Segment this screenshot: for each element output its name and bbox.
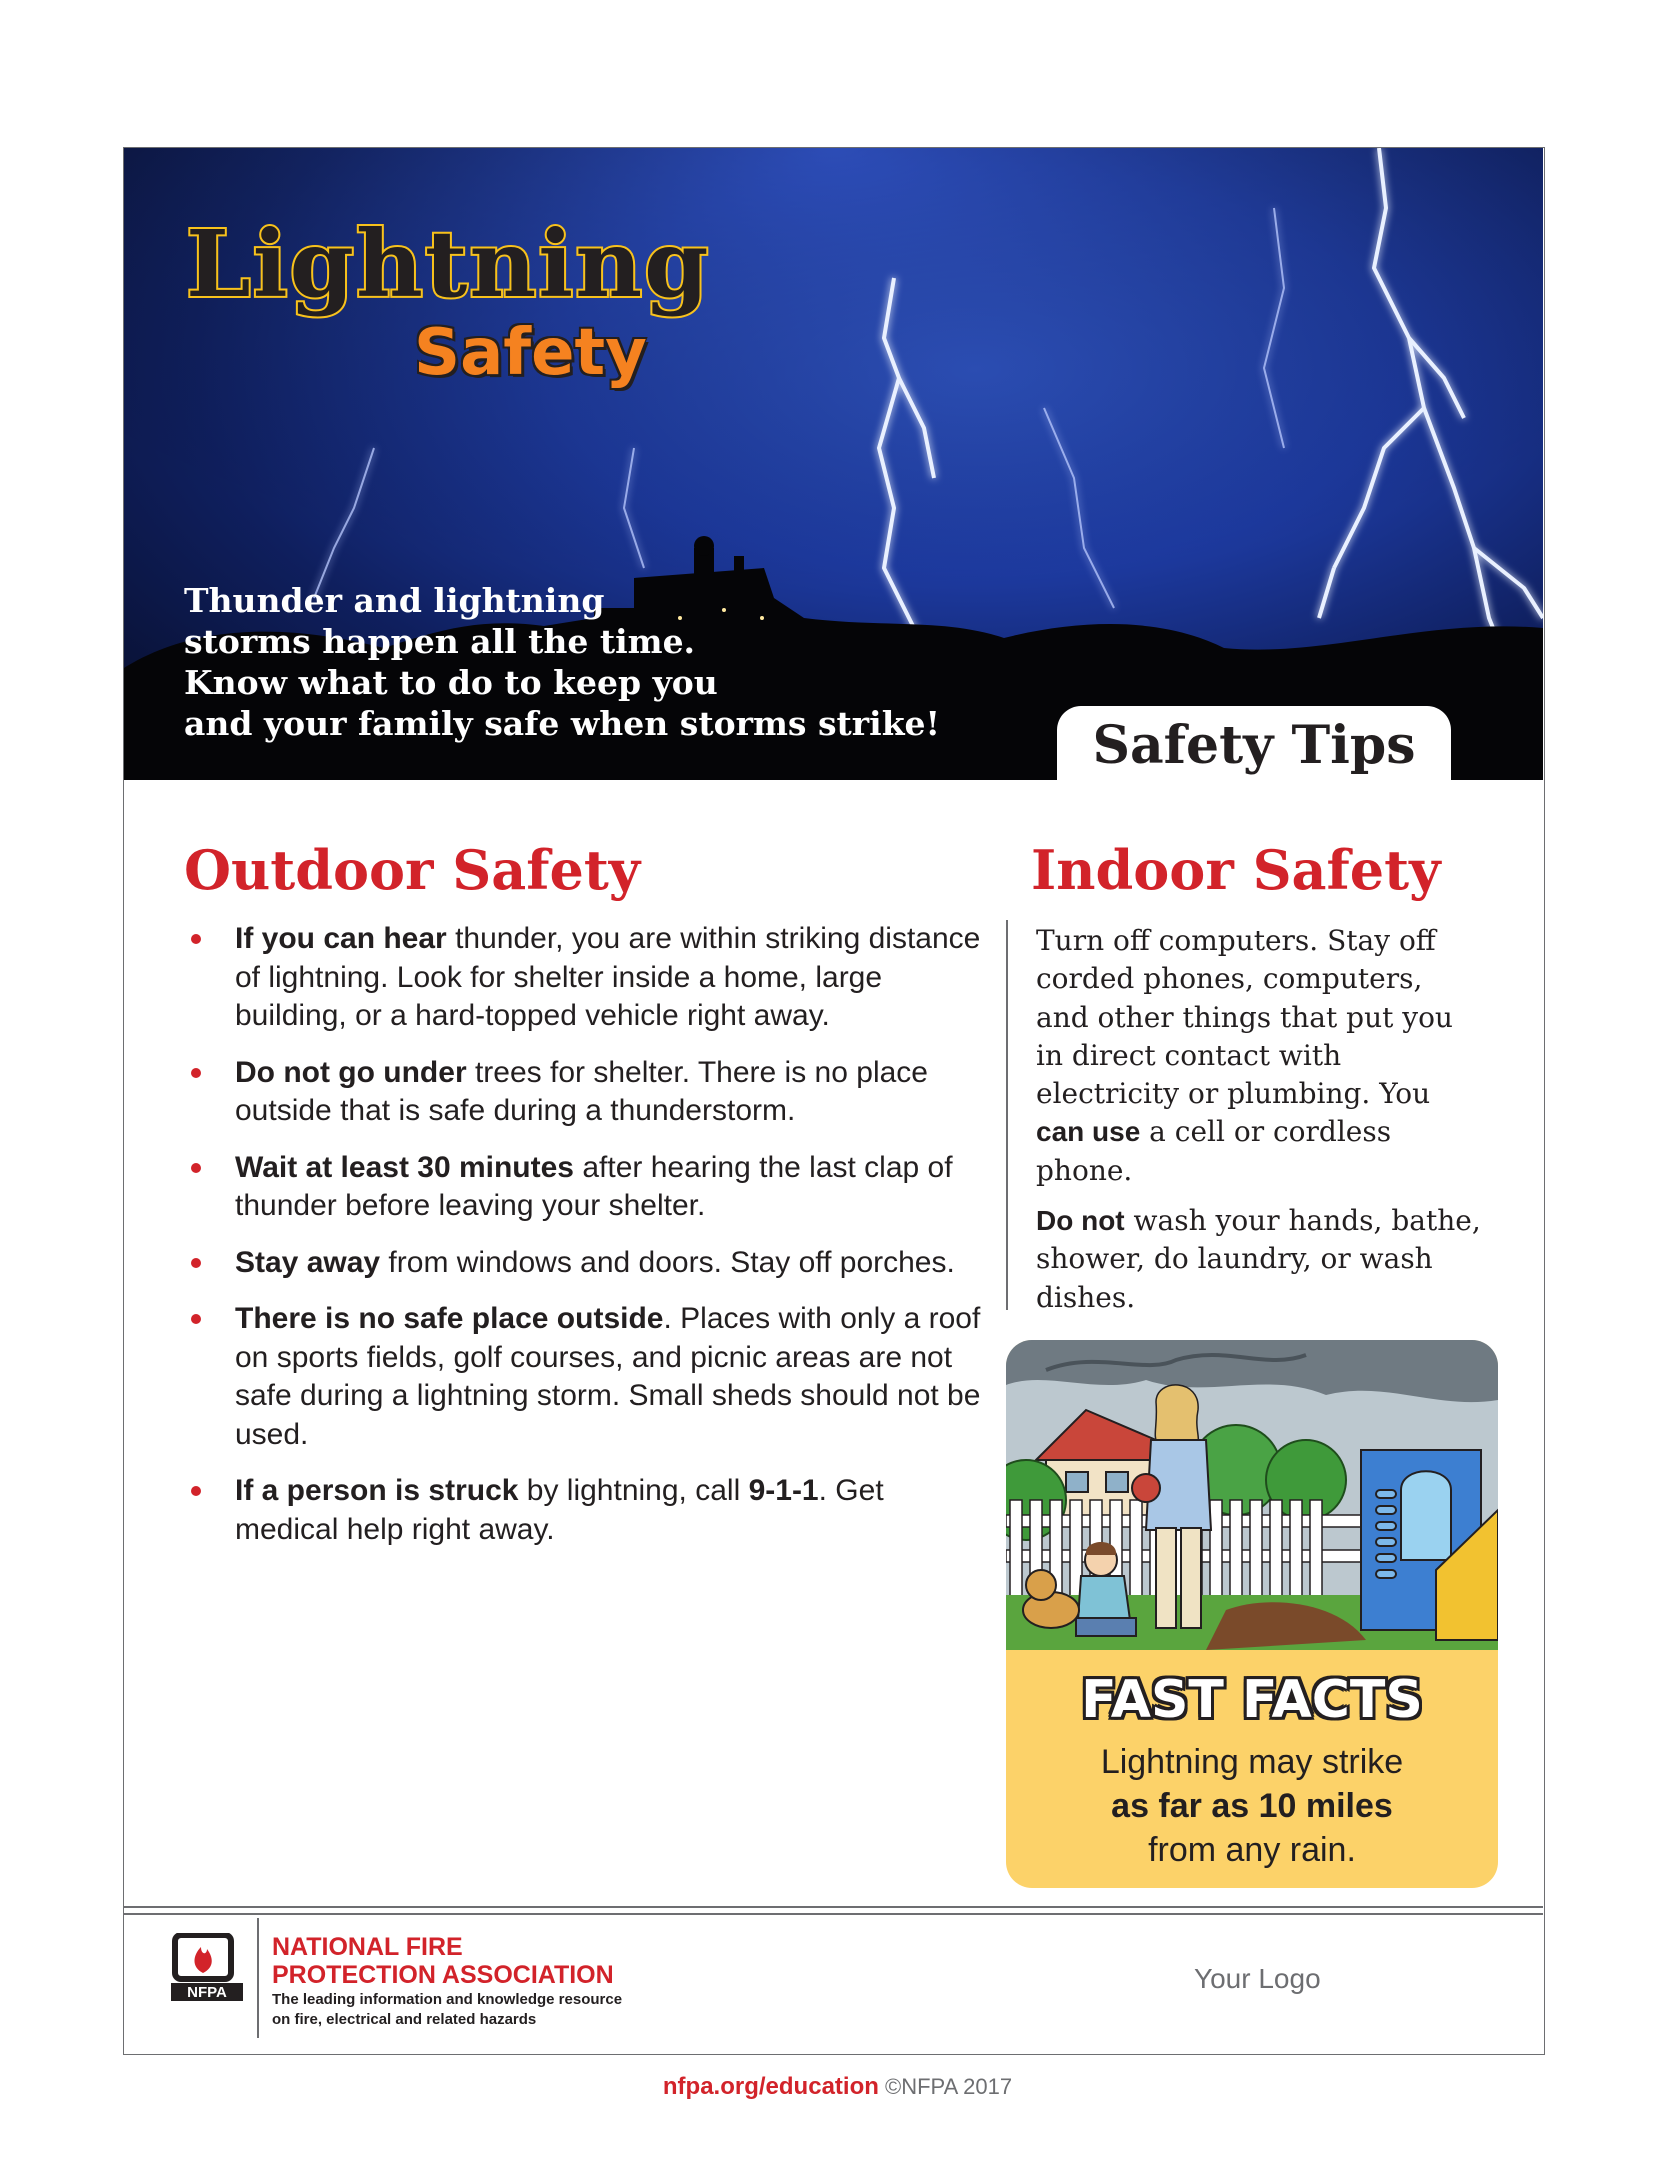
tip-text: . Places with only a roof on sports fields, golf courses, and picnic areas are not safe during a lightning storm. Small sheds should not be used.	[235, 1302, 981, 1451]
tip-text: thunder, you are within striking distance of lightning. Look for shelter inside a home, large building, or a hard-topped vehicle right away.	[235, 922, 981, 1032]
indoor-bold: can use	[1036, 1116, 1141, 1148]
indoor-bold: Do not	[1036, 1205, 1125, 1237]
nfpa-logo-text: NFPA	[187, 1984, 227, 2001]
indoor-text: a cell or cordless phone.	[1036, 1115, 1392, 1187]
list-item	[188, 1054, 988, 1131]
fast-facts-highlight: as far as 10 miles	[1111, 1787, 1393, 1825]
intro-line: and your family safe when storms strike!	[184, 704, 941, 743]
org-name	[272, 1933, 614, 1989]
title-lightning: Lightning	[186, 210, 711, 318]
tip-bold: If a person is struck	[235, 1474, 519, 1507]
org-name-line: PROTECTION ASSOCIATION	[272, 1961, 614, 1989]
tip-bold: Stay away	[235, 1245, 381, 1279]
fast-facts-text	[1006, 1740, 1498, 1872]
safety-tips-tab	[1057, 706, 1451, 780]
intro-line: Thunder and lightning	[184, 581, 605, 620]
safety-tips-label: Safety Tips	[1092, 715, 1416, 776]
fast-facts-title: FAST FACTS	[1081, 1670, 1423, 1730]
org-tagline-line: The leading information and knowledge resource	[272, 1991, 623, 2008]
indoor-paragraph	[1036, 922, 1481, 1190]
tip-bold: There is no safe place outside	[235, 1302, 664, 1335]
tip-bold: If you can hear	[235, 922, 447, 955]
org-tagline-line: on fire, electrical and related hazards	[272, 2011, 537, 2028]
tip-text: after hearing the last clap of thunder before leaving your shelter.	[235, 1150, 953, 1222]
list-item	[188, 1472, 988, 1549]
org-tagline	[272, 1990, 622, 2030]
copyright: ©NFPA 2017	[878, 2074, 1013, 2099]
tip-bold: Wait at least 30 minutes	[235, 1150, 574, 1184]
indoor-paragraph	[1036, 1202, 1481, 1317]
tip-text: by lightning, call	[518, 1474, 749, 1507]
intro-line: storms happen all the time.	[184, 622, 696, 661]
hero-banner	[124, 148, 1543, 780]
indoor-tips	[1036, 922, 1481, 1329]
nfpa-url-link[interactable]: nfpa.org/education	[662, 2073, 879, 2100]
intro-line: Know what to do to keep you	[184, 663, 718, 702]
footer-credit	[0, 2073, 1675, 2101]
list-item	[188, 1149, 988, 1226]
footer-rule	[124, 1913, 1543, 1915]
title-safety: Safety	[414, 316, 647, 390]
tip-text: trees for shelter. There is no place outside that is safe during a thunderstorm.	[235, 1055, 928, 1127]
list-item	[188, 1244, 988, 1283]
list-item	[188, 920, 988, 1036]
org-name-line: NATIONAL FIRE	[272, 1933, 463, 1961]
fast-facts-line: Lightning may strike	[1100, 1743, 1404, 1781]
footer-rule	[124, 1906, 1543, 1908]
indoor-divider	[1006, 920, 1008, 1310]
outdoor-heading: Outdoor Safety	[184, 838, 641, 902]
tip-text: . Get medical help right away.	[235, 1474, 884, 1546]
tip-text: from windows and doors. Stay off porches.	[380, 1245, 955, 1279]
flyer-frame	[123, 147, 1545, 2055]
list-item	[188, 1300, 988, 1454]
fast-facts-line: from any rain.	[1148, 1831, 1356, 1869]
intro-text	[184, 580, 1014, 744]
outdoor-tips-list	[188, 920, 988, 1567]
logo-divider	[257, 1918, 259, 2038]
indoor-text: wash your hands, bathe, shower, do laundry, or wash dishes.	[1036, 1204, 1481, 1314]
nfpa-logo	[171, 1933, 243, 2003]
tip-bold: Do not go under	[235, 1055, 467, 1089]
indoor-text: Turn off computers. Stay off corded phones, computers, and other things that put you in direct contact with electricity or plumbing. You	[1036, 924, 1453, 1111]
indoor-heading: Indoor Safety	[1031, 838, 1441, 902]
tip-bold-number: 9-1-1	[748, 1474, 819, 1507]
your-logo-placeholder: Your Logo	[1194, 1963, 1321, 1994]
